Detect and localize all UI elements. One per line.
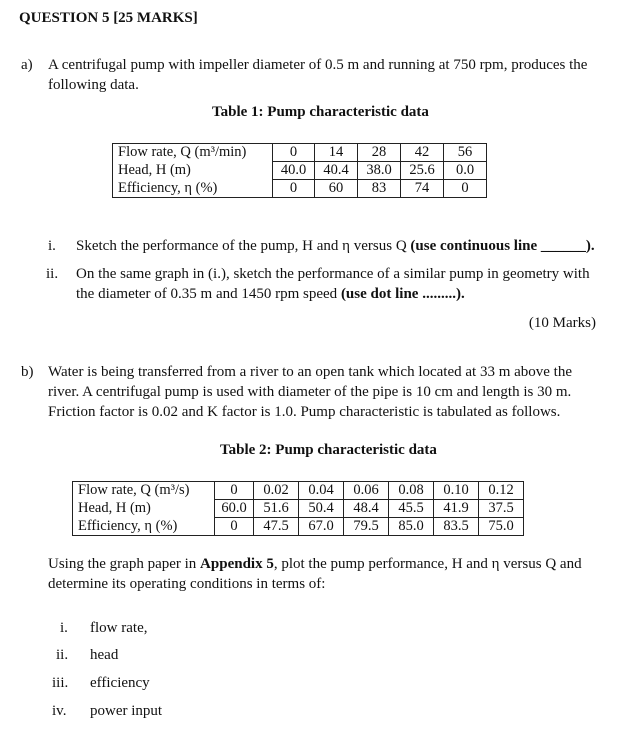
table2 [72, 481, 524, 536]
table2-cell: 51.6 [254, 500, 299, 518]
table2-cell: 67.0 [299, 518, 344, 536]
table1 [112, 143, 487, 198]
table2-cell: 0 [215, 518, 254, 536]
part-b-using-bold: Appendix 5 [200, 556, 274, 572]
table1-title: Table 1: Pump characteristic data [212, 104, 429, 120]
part-b-item-iii-text: efficiency [90, 675, 150, 691]
table1-row-efficiency [113, 180, 487, 198]
table1-cell: 56 [444, 144, 487, 162]
part-a-item-ii-line2 [76, 284, 465, 304]
table1-cell: 0 [273, 180, 315, 198]
table2-cell-label: Head, H (m) [73, 500, 215, 518]
table2-cell: 0.02 [254, 482, 299, 500]
part-a-item-ii-bold: (use dot line .........). [340, 286, 465, 302]
table2-cell-label: Flow rate, Q (m³/s) [73, 482, 215, 500]
part-a-item-i-num: i. [48, 238, 56, 254]
part-b-using-line2: determine its operating conditions in terms of: [48, 576, 326, 592]
table1-cell: 83 [358, 180, 401, 198]
part-b-using-post: , plot the pump performance, H and η versus Q and [273, 556, 582, 572]
table1-cell-label: Efficiency, η (%) [113, 180, 273, 198]
table2-cell: 0 [215, 482, 254, 500]
part-b-item-i-num: i. [60, 620, 68, 636]
table2-cell: 50.4 [299, 500, 344, 518]
table1-cell: 28 [358, 144, 401, 162]
part-b-item-iv-text: power input [90, 703, 163, 719]
table2-cell: 48.4 [344, 500, 389, 518]
table1-row-flow [113, 144, 487, 162]
table2-cell: 60.0 [215, 500, 254, 518]
part-b-line3: Friction factor is 0.02 and K factor is 1.0. Pump characteristic is tabulated as follows. [48, 404, 561, 420]
table1-cell: 40.4 [315, 162, 358, 180]
table2-cell: 45.5 [389, 500, 434, 518]
table1-row-head [113, 162, 487, 180]
table2-cell: 47.5 [254, 518, 299, 536]
table1-cell: 60 [315, 180, 358, 198]
table2-title: Table 2: Pump characteristic data [220, 442, 437, 458]
table1-cell: 42 [401, 144, 444, 162]
part-b-item-iii-num: iii. [52, 675, 69, 691]
table2-row-flow [73, 482, 524, 500]
part-a-item-ii-line1: On the same graph in (i.), sketch the performance of a similar pump in geometry with [76, 266, 590, 282]
table2-cell: 79.5 [344, 518, 389, 536]
table2-cell: 41.9 [434, 500, 479, 518]
table1-cell-label: Head, H (m) [113, 162, 273, 180]
part-b-item-ii-text: head [90, 647, 119, 663]
table2-cell: 0.08 [389, 482, 434, 500]
table2-cell: 0.12 [479, 482, 524, 500]
part-b-line2: river. A centrifugal pump is used with diameter of the pipe is 10 cm and length is 30 m. [48, 384, 572, 400]
table1-cell: 25.6 [401, 162, 444, 180]
table1-cell: 74 [401, 180, 444, 198]
part-b-item-ii-num: ii. [56, 647, 69, 663]
table2-cell: 85.0 [389, 518, 434, 536]
table2-cell: 0.06 [344, 482, 389, 500]
table2-cell-label: Efficiency, η (%) [73, 518, 215, 536]
table2-cell: 0.10 [434, 482, 479, 500]
part-a-marks: (10 Marks) [528, 315, 596, 331]
table1-cell: 0 [273, 144, 315, 162]
part-a-item-ii-num: ii. [46, 266, 59, 282]
table2-cell: 37.5 [479, 500, 524, 518]
table2-cell: 0.04 [299, 482, 344, 500]
table2-cell: 83.5 [434, 518, 479, 536]
table2-row-efficiency [73, 518, 524, 536]
part-a-item-i-bold: (use continuous line ______). [410, 238, 595, 254]
question-title: QUESTION 5 [25 MARKS] [19, 10, 198, 26]
part-b-using-pre: Using the graph paper in [48, 556, 201, 572]
part-b-label: b) [21, 364, 34, 380]
part-a-item-i-text: Sketch the performance of the pump, H and η versus Q [76, 238, 411, 254]
part-b-item-iv-num: iv. [52, 703, 67, 719]
table1-cell: 0.0 [444, 162, 487, 180]
part-b-using-line1 [48, 554, 582, 574]
part-a-item-i [76, 236, 595, 256]
part-b-line1: Water is being transferred from a river to an open tank which located at 33 m above the [48, 364, 573, 380]
table1-cell: 0 [444, 180, 487, 198]
part-a-intro-line2: following data. [48, 77, 139, 93]
table2-cell: 75.0 [479, 518, 524, 536]
table1-cell: 14 [315, 144, 358, 162]
table1-cell: 38.0 [358, 162, 401, 180]
table2-row-head [73, 500, 524, 518]
part-a-item-ii-text: the diameter of 0.35 m and 1450 rpm speed [76, 286, 341, 302]
table1-cell: 40.0 [273, 162, 315, 180]
part-a-label: a) [21, 57, 33, 73]
table1-cell-label: Flow rate, Q (m³/min) [113, 144, 273, 162]
part-a-intro-line1: A centrifugal pump with impeller diameter of 0.5 m and running at 750 rpm, produces the [48, 57, 588, 73]
part-b-item-i-text: flow rate, [90, 620, 148, 636]
